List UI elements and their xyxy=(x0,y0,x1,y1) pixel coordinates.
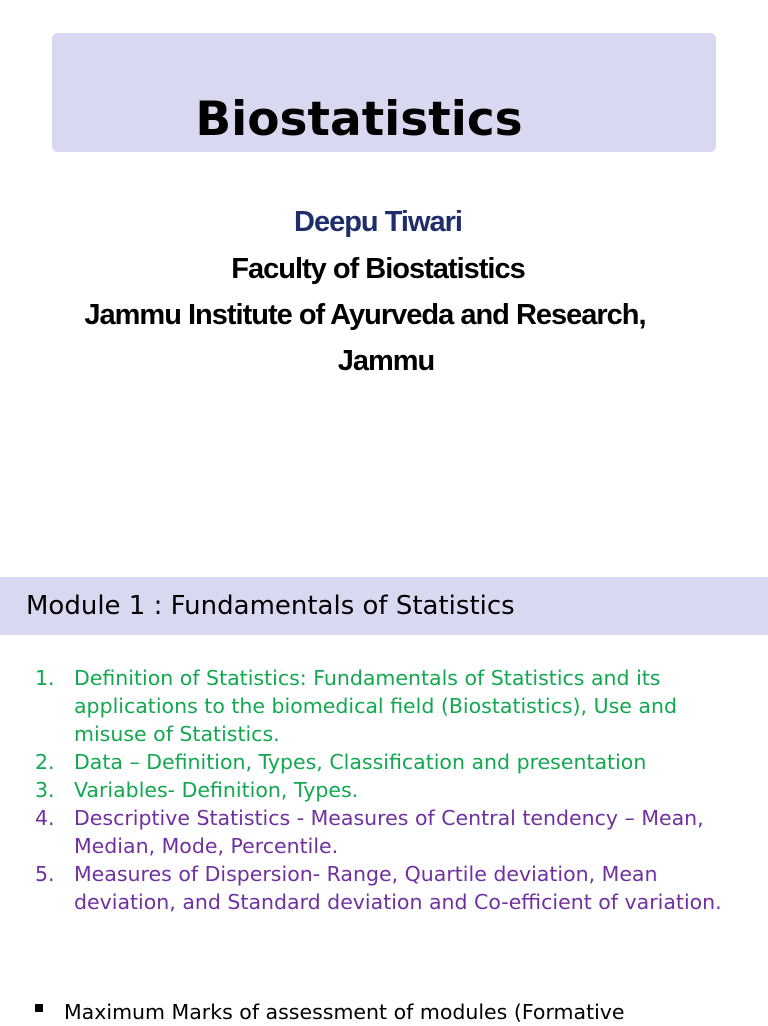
topic-item-1 xyxy=(0,664,768,748)
topic-text: Data – Definition, Types, Classification and presentation xyxy=(74,750,647,774)
square-bullet-icon xyxy=(35,1004,43,1012)
assessment-note xyxy=(0,998,768,1026)
assessment-note-text: Maximum Marks of assessment of modules (Formative xyxy=(64,1000,625,1024)
module-header xyxy=(0,577,768,635)
topic-item-4 xyxy=(0,804,768,860)
topic-list xyxy=(0,664,768,916)
author-name: Deepu Tiwari xyxy=(294,206,462,238)
author-institute: Jammu Institute of Ayurveda and Research, xyxy=(84,299,646,331)
topic-number: 2. xyxy=(35,750,55,774)
topic-number: 1. xyxy=(35,666,55,690)
author-faculty: Faculty of Biostatistics xyxy=(231,253,525,285)
topic-text: Definition of Statistics: Fundamentals of Statistics and its applications to the biomedical field (Biostatistics), Use and misuse of Statistics. xyxy=(74,666,677,746)
topic-number: 3. xyxy=(35,778,55,802)
topic-number: 4. xyxy=(35,806,55,830)
module-title: Module 1 : Fundamentals of Statistics xyxy=(26,591,515,621)
topic-text: Descriptive Statistics - Measures of Central tendency – Mean, Median, Mode, Percentile. xyxy=(74,806,704,858)
topic-text: Variables- Definition, Types. xyxy=(74,778,359,802)
topic-number: 5. xyxy=(35,862,55,886)
topic-text: Measures of Dispersion- Range, Quartile deviation, Mean deviation, and Standard deviation and Co-efficient of variation. xyxy=(74,862,722,914)
author-block xyxy=(0,198,768,384)
author-city: Jammu xyxy=(337,345,435,377)
topic-item-3 xyxy=(0,776,768,804)
topic-item-2 xyxy=(0,748,768,776)
topic-item-5 xyxy=(0,860,768,916)
slide-title: Biostatistics xyxy=(195,92,523,147)
